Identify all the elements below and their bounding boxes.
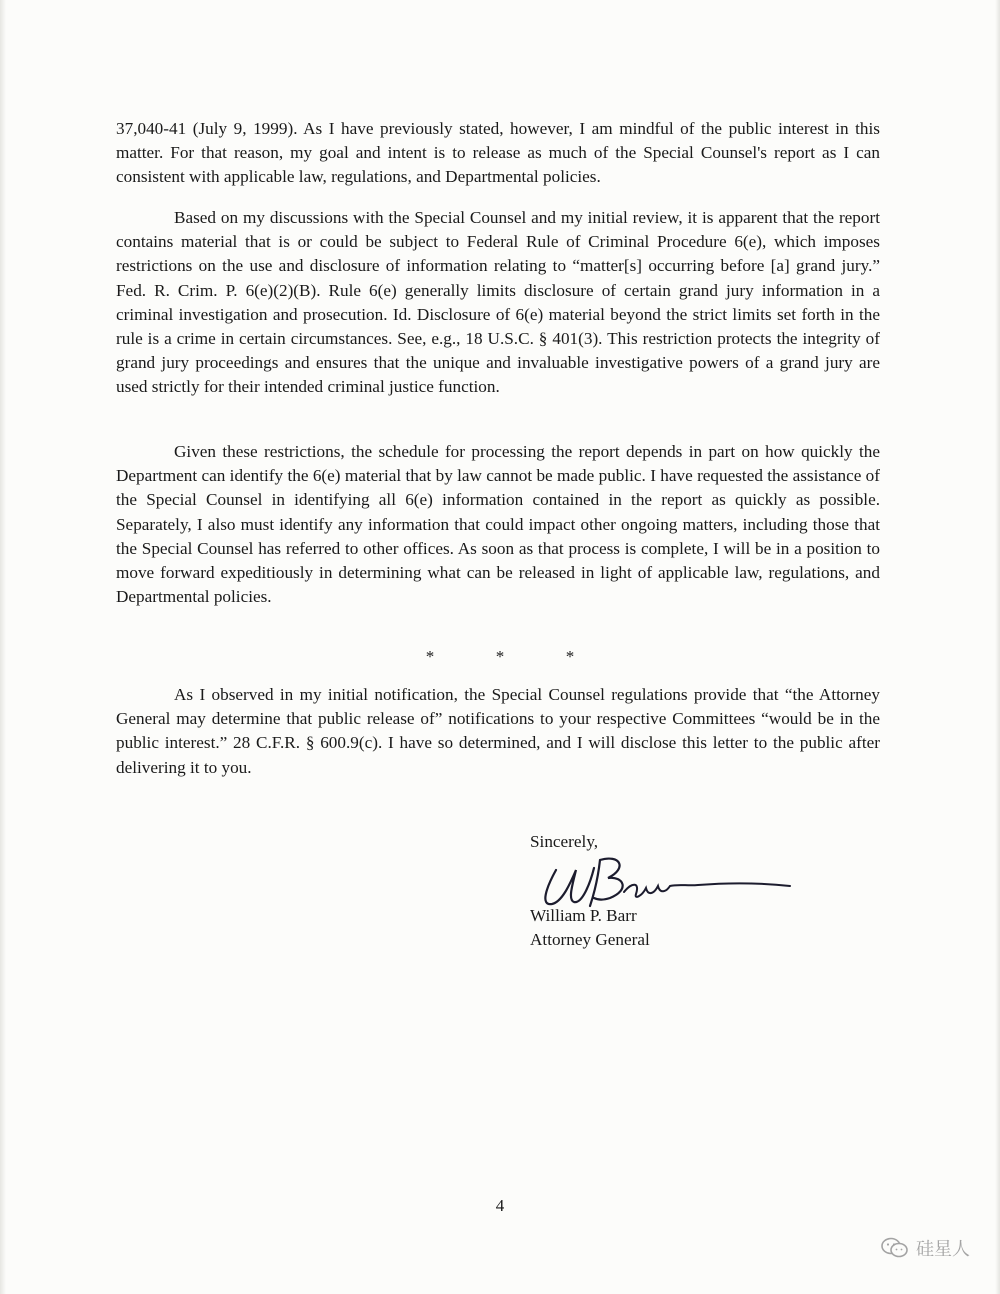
section-separator (400, 647, 600, 667)
watermark-text: 硅星人 (916, 1239, 970, 1260)
separator-star: * (495, 647, 505, 666)
paragraph-schedule: Given these restrictions, the schedule for processing the report depends in part on how quickly the Department can identify the 6(e) material that by law cannot be made public. I have requested the assistance of the Special Counsel in identifying all 6(e) information contained in the report as quickly as possible. Separately, I also must identify any information that could impact other ongoing matters, including those that the Special Counsel has referred to other offices. As soon as that process is complete, I will be in a position to move forward expeditiously in determining what can be released in light of applicable law, regulations, and Departmental policies. (116, 442, 880, 607)
scan-edge-right (995, 0, 1000, 1294)
wechat-icon (880, 1236, 910, 1260)
watermark (880, 1235, 970, 1261)
page-number: 4 (495, 1196, 505, 1215)
paragraph-rule-6e: Based on my discussions with the Special Counsel and my initial review, it is apparent that the report contains material that is or could be subject to Federal Rule of Criminal Procedure 6(e), which imposes restrictions on the use and disclosure of information relating to “matter[s] occurring before [a] grand jury.” Fed. R. Crim. P. 6(e)(2)(B). Rule 6(e) generally limits disclosure of certain grand jury information in a criminal investigation and prosecution. Id. Disclosure of 6(e) material beyond the strict limits set forth in the rule is a crime in certain circumstances. See, e.g., 18 U.S.C. § 401(3). This restriction protects the integrity of grand jury proceedings and ensures that the unique and invaluable investigative powers of a grand jury are used strictly for their intended criminal justice function. (116, 208, 880, 397)
signer-name: William P. Barr (530, 906, 637, 925)
signature-block (530, 904, 650, 952)
paragraph-continuation: 37,040-41 (July 9, 1999). As I have previously stated, however, I am mindful of the public interest in this matter. For that reason, my goal and intent is to release as much of the Special Counsel's report as I can consistent with applicable law, regulations, and Departmental policies. (116, 119, 880, 187)
separator-star: * (425, 647, 435, 666)
signer-title: Attorney General (530, 930, 650, 949)
scan-edge-left (0, 0, 6, 1294)
paragraph-public-release: As I observed in my initial notification, the Special Counsel regulations provide that “the Attorney General may determine that public release of” notifications to your respective Committees “would be in the public interest.” 28 C.F.R. § 600.9(c). I have so determined, and I will disclose this letter to the public after delivering it to you. (116, 685, 880, 777)
separator-star: * (565, 647, 575, 666)
closing-salutation: Sincerely, (530, 832, 599, 851)
